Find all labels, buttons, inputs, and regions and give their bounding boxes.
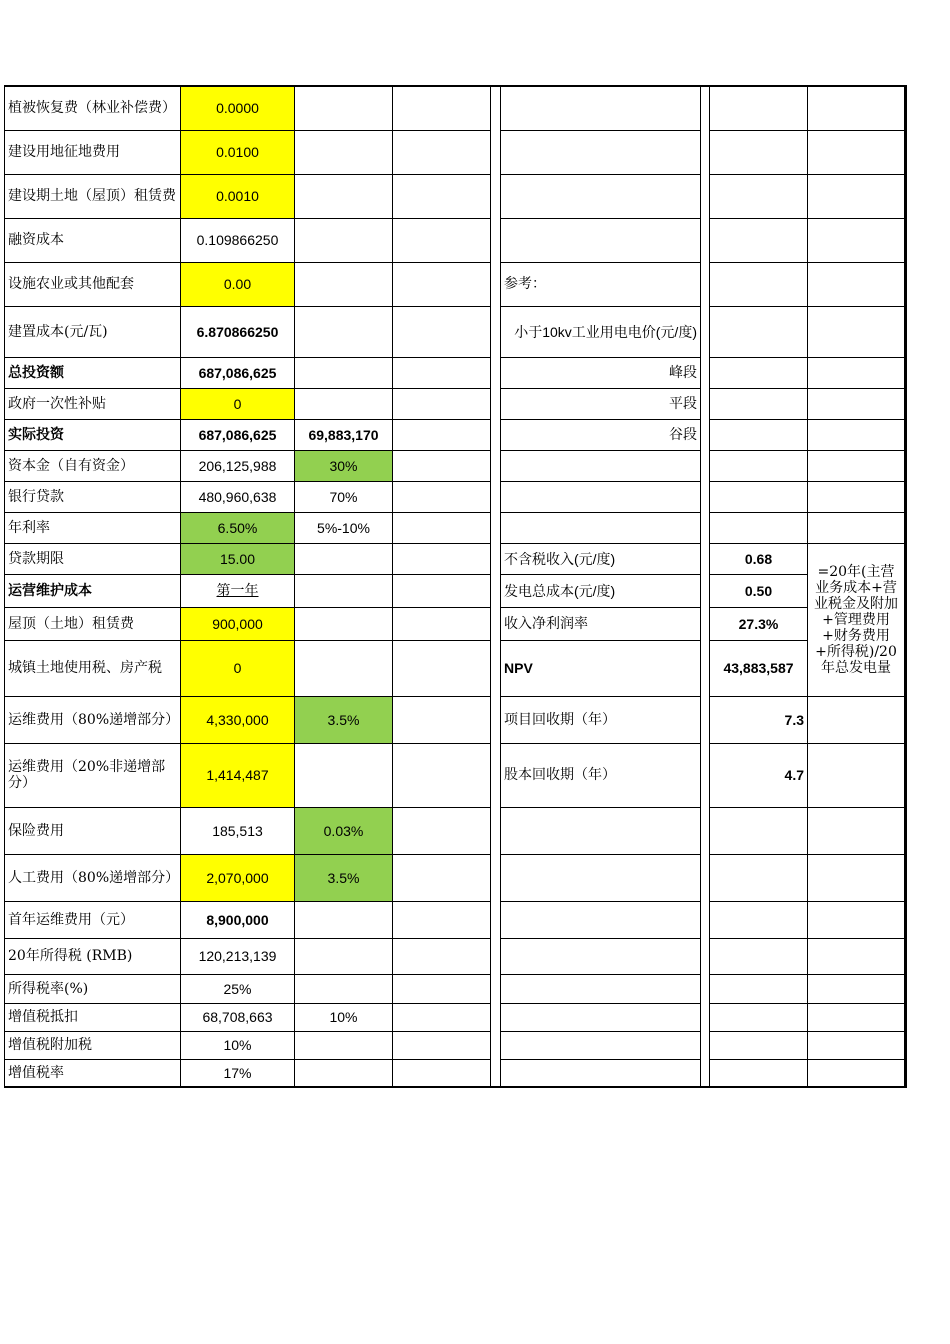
row-value-cell[interactable]: 0.109866250 <box>181 218 295 262</box>
row-label: 首年运维费用（元） <box>5 901 181 938</box>
row-extra-cell[interactable]: 3.5% <box>295 854 393 901</box>
table-row <box>5 357 906 388</box>
reference-label: 参考： <box>501 262 701 306</box>
row-value-cell[interactable]: 0.0000 <box>181 86 295 130</box>
row-label: 建设期土地（屋顶）租赁费 <box>5 174 181 218</box>
row-label: 屋顶（土地）租赁费 <box>5 607 181 640</box>
row-label: 资本金（自有资金） <box>5 450 181 481</box>
reference-label: 项目回收期（年） <box>501 696 701 743</box>
row-value-cell[interactable]: 687,086,625 <box>181 357 295 388</box>
row-label: 总投资额 <box>5 357 181 388</box>
reference-label: NPV <box>501 640 701 696</box>
table-row <box>5 743 906 807</box>
row-label: 增值税抵扣 <box>5 1003 181 1031</box>
row-value-cell[interactable]: 17% <box>181 1059 295 1087</box>
row-value-cell[interactable]: 6.870866250 <box>181 306 295 357</box>
table-row <box>5 974 906 1003</box>
row-label: 银行贷款 <box>5 481 181 512</box>
table-row <box>5 543 906 574</box>
table-row <box>5 1059 906 1087</box>
row-label: 设施农业或其他配套 <box>5 262 181 306</box>
row-value-cell[interactable]: 0.0010 <box>181 174 295 218</box>
row-label: 保险费用 <box>5 807 181 854</box>
row-label: 建置成本(元/瓦) <box>5 306 181 357</box>
row-extra-cell[interactable]: 70% <box>295 481 393 512</box>
reference-label: 小于10kv工业用电电价(元/度) <box>501 306 701 357</box>
row-value-cell[interactable]: 68,708,663 <box>181 1003 295 1031</box>
table-row <box>5 1003 906 1031</box>
row-label: 建设用地征地费用 <box>5 130 181 174</box>
table-row <box>5 607 906 640</box>
row-value-cell[interactable]: 8,900,000 <box>181 901 295 938</box>
table-row <box>5 854 906 901</box>
reference-label: 股本回收期（年） <box>501 743 701 807</box>
row-value-cell[interactable]: 2,070,000 <box>181 854 295 901</box>
table-row <box>5 901 906 938</box>
row-value-cell[interactable]: 0 <box>181 388 295 419</box>
reference-label: 发电总成本(元/度) <box>501 574 701 607</box>
result-value[interactable]: 0.68 <box>710 543 808 574</box>
reference-label: 谷段 <box>501 419 701 450</box>
row-label: 增值税率 <box>5 1059 181 1087</box>
row-value-cell[interactable]: 480,960,638 <box>181 481 295 512</box>
row-value-cell[interactable]: 4,330,000 <box>181 696 295 743</box>
table-row <box>5 807 906 854</box>
row-extra-cell[interactable]: 0.03% <box>295 807 393 854</box>
row-value-cell[interactable]: 第一年 <box>181 574 295 607</box>
reference-label: 峰段 <box>501 357 701 388</box>
table-row <box>5 640 906 696</box>
row-value-cell[interactable]: 120,213,139 <box>181 938 295 974</box>
table-row <box>5 1031 906 1059</box>
result-value[interactable]: 27.3% <box>710 607 808 640</box>
result-value[interactable]: 0.50 <box>710 574 808 607</box>
row-label: 融资成本 <box>5 218 181 262</box>
row-value-cell[interactable]: 900,000 <box>181 607 295 640</box>
table-row <box>5 306 906 357</box>
row-value-cell[interactable]: 15.00 <box>181 543 295 574</box>
row-extra-cell[interactable]: 69,883,170 <box>295 419 393 450</box>
result-value[interactable]: 7.3 <box>710 696 808 743</box>
row-label: 运营维护成本 <box>5 574 181 607</box>
row-value-cell[interactable]: 687,086,625 <box>181 419 295 450</box>
table-row <box>5 938 906 974</box>
row-extra-cell[interactable]: 10% <box>295 1003 393 1031</box>
row-value-cell[interactable]: 1,414,487 <box>181 743 295 807</box>
table-row <box>5 450 906 481</box>
row-value-cell[interactable]: 185,513 <box>181 807 295 854</box>
row-value-cell[interactable]: 25% <box>181 974 295 1003</box>
row-label: 运维费用（80%递增部分） <box>5 696 181 743</box>
table-row <box>5 696 906 743</box>
table-row <box>5 419 906 450</box>
row-label: 所得税率(%) <box>5 974 181 1003</box>
row-label: 实际投资 <box>5 419 181 450</box>
row-value-cell[interactable]: 0 <box>181 640 295 696</box>
reference-label: 平段 <box>501 388 701 419</box>
row-value-cell[interactable]: 0.00 <box>181 262 295 306</box>
table-row <box>5 388 906 419</box>
table-row <box>5 218 906 262</box>
row-label: 城镇土地使用税、房产税 <box>5 640 181 696</box>
table-row <box>5 86 906 130</box>
table-row <box>5 174 906 218</box>
reference-label: 不含税收入(元/度) <box>501 543 701 574</box>
row-label: 政府一次性补贴 <box>5 388 181 419</box>
row-label: 运维费用（20%非递增部分） <box>5 743 181 807</box>
row-value-cell[interactable]: 206,125,988 <box>181 450 295 481</box>
row-label: 20年所得税 (RMB) <box>5 938 181 974</box>
reference-label: 收入净利润率 <box>501 607 701 640</box>
row-label: 人工费用（80%递增部分） <box>5 854 181 901</box>
row-label: 植被恢复费（林业补偿费） <box>5 86 181 130</box>
table-row <box>5 574 906 607</box>
row-label: 年利率 <box>5 512 181 543</box>
row-extra-cell[interactable]: 5%-10% <box>295 512 393 543</box>
table-row <box>5 481 906 512</box>
table-row <box>5 262 906 306</box>
row-value-cell[interactable]: 6.50% <box>181 512 295 543</box>
row-extra-cell[interactable]: 3.5% <box>295 696 393 743</box>
row-value-cell[interactable]: 0.0100 <box>181 130 295 174</box>
cost-formula-note: =20年(主营业务成本+营业税金及附加+管理费用+财务费用+所得税)/20年总发电量 <box>808 543 906 696</box>
row-value-cell[interactable]: 10% <box>181 1031 295 1059</box>
cost-spreadsheet <box>4 85 907 1088</box>
row-label: 贷款期限 <box>5 543 181 574</box>
result-value[interactable]: 43,883,587 <box>710 640 808 696</box>
row-extra-cell[interactable]: 30% <box>295 450 393 481</box>
result-value[interactable]: 4.7 <box>710 743 808 807</box>
table-row <box>5 512 906 543</box>
table-row <box>5 130 906 174</box>
row-label: 增值税附加税 <box>5 1031 181 1059</box>
